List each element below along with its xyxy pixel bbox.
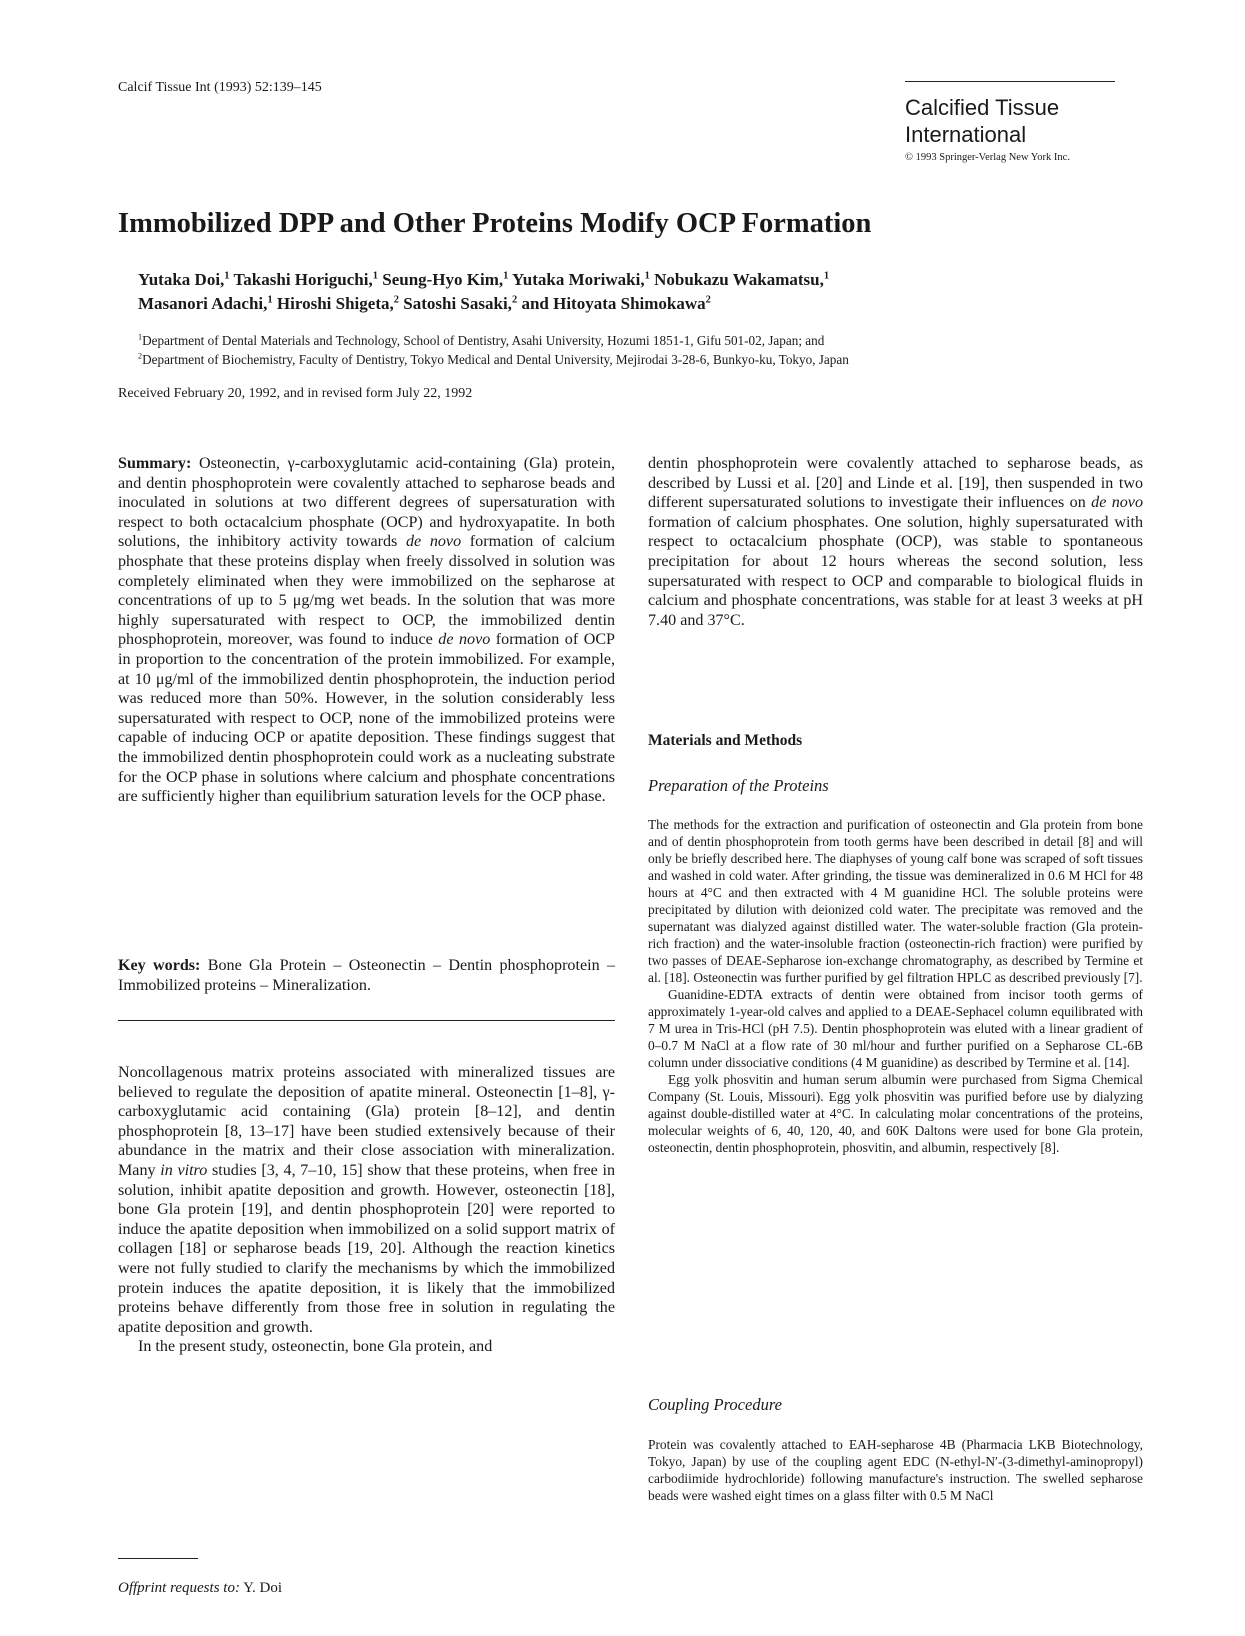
- author-affil-mark: 1: [267, 294, 273, 306]
- journal-title: [905, 94, 1059, 148]
- prep-paragraph-3: Egg yolk phosvitin and human serum albumin were purchased from Sigma Chemical Company (St. Louis, Missouri). Egg yolk phosvitin was purified before use by dialyzing against double-distilled water at 4°C. In calculating molar concentrations of the proteins, molecular weights of 6, 40, 120, 40, and 60K Daltons were used for bone Gla protein, osteonectin, dentin phosphoprotein, phosvitin, and albumin, respectively [8].: [648, 1072, 1143, 1155]
- summary-paragraph: Summary: Osteonectin, γ-carboxyglutamic acid-containing (Gla) protein, and dentin phosphoprotein were covalently attached to sepharose beads and inoculated in solutions at two different degrees of supersaturation with respect to both octacalcium phosphate (OCP) and hydroxyapatite. In both solutions, the inhibitory activity towards de novo formation of calcium phosphate that these proteins display when freely dissolved in solution was completely eliminated when they were immobilized on the sepharose at concentrations of up to 5 μg/mg wet beads. In the solution that was more highly supersaturated with respect to OCP, the immobilized dentin phosphoprotein, moreover, was found to induce de novo formation of OCP in proportion to the concentration of the protein immobilized. For example, at 10 μg/ml of the immobilized dentin phosphoprotein, the induction period was reduced more than 50%. However, in the solution considerably less supersaturated with respect to OCP, none of the immobilized proteins were capable of inducing OCP or apatite deposition. These findings suggest that the immobilized dentin phosphoprotein could work as a nucleating substrate for the OCP phase in solutions where calcium and phosphate concentrations are sufficiently higher than equilibrium saturation levels for the OCP phase.: [118, 455, 616, 806]
- article-title: Immobilized DPP and Other Proteins Modify OCP Formation: [118, 208, 872, 239]
- keywords-paragraph: Key words: Bone Gla Protein – Osteonectin – Dentin phosphoprotein – Immobilized proteins – Mineralization.: [118, 957, 615, 994]
- author-name: Yutaka Doi,: [138, 270, 225, 289]
- prep-paragraph-2: Guanidine-EDTA extracts of dentin were obtained from incisor tooth germs of approximately 1-year-old calves and applied to a DEAE-Sephacel column equilibrated with 7 M urea in Tris-HCl (pH 7.5). Dentin phosphoprotein was eluted with a linear gradient of 0–0.7 M NaCl at a flow rate of 30 ml/hour and further purified on a Sepharose CL-6B column under dissociative conditions (4 M guanidine) as described by Termine et al. [14].: [648, 987, 1143, 1070]
- intro-paragraph-1: Noncollagenous matrix proteins associated with mineralized tissues are believed to regulate the deposition of apatite mineral. Osteonectin [1–8], γ-carboxyglutamic acid containing (Gla) protein [8–12], and dentin phosphoprotein [8, 13–17] have been studied extensively because of their abundance in the matrix and their close association with mineralization. Many in vitro studies [3, 4, 7–10, 15] show that these proteins, when free in solution, inhibit apatite deposition and growth. However, osteonectin [18], bone Gla protein [19], and dentin phosphoprotein [20] were reported to induce the apatite deposition when immobilized on a solid support matrix of collagen [18] or sepharose beads [19, 20]. Although the reaction kinetics were not fully studied to clarify the mechanisms by which the immobilized protein induces the apatite deposition, it is likely that the immobilized proteins behave differently from those free in solution in regulating the apatite deposition and growth.: [118, 1064, 615, 1336]
- author-name: Takashi Horiguchi,: [233, 270, 373, 289]
- author-affil-mark: 2: [393, 294, 400, 306]
- keywords-label: Key words:: [118, 957, 201, 974]
- summary-label: Summary:: [118, 455, 192, 472]
- author-name: Satoshi Sasaki,: [403, 294, 512, 313]
- author-list: [138, 268, 1118, 316]
- affiliation-2: $^2$Department of Biochemistry, Faculty of Dentistry, Tokyo Medical and Dental University, Mejirodai 3-28-6, Bunkyo-ku, Tokyo, Japan: [138, 351, 849, 367]
- affiliations: [138, 331, 1128, 369]
- author-affil-mark: 2: [511, 294, 518, 306]
- intro-paragraph-2-continued: dentin phosphoprotein were covalently attached to sepharose beads, as described by Lussi et al. [20] and Linde et al. [19], then suspended in two different supersaturated solutions to investigate their influences on de novo formation of calcium phosphates. One solution, highly supersaturated with respect to octacalcium phosphate (OCP), was stable to spontaneous precipitation for about 12 hours whereas the second solution, less supersaturated with respect to OCP and comparable to biological fluids in calcium and phosphate concentrations, was stable for at least 3 weeks at pH 7.40 and 37°C.: [648, 455, 1143, 629]
- intro-paragraph-2: In the present study, osteonectin, bone Gla protein, and: [138, 1338, 493, 1356]
- methods-heading: Materials and Methods: [648, 732, 803, 749]
- author-name: Seung-Hyo Kim,: [382, 270, 504, 289]
- journal-title-line1: Calcified Tissue: [905, 95, 1060, 120]
- coupling-text: Protein was covalently attached to EAH-sepharose 4B (Pharmacia LKB Biotechnology, Tokyo, Japan) by use of the coupling agent EDC (N-ethyl-N′-(3-dimethyl-aminopropyl) carbodiimide hydrochloride) following manufacture's instruction. The swelled sepharose beads were washed eight times on a glass filter with 0.5 M NaCl: [648, 1437, 1143, 1503]
- author-name: Masanori Adachi,: [138, 294, 268, 313]
- journal-title-line2: International: [905, 122, 1027, 147]
- footnote-rule: [118, 1558, 198, 1559]
- section-divider: [118, 1020, 615, 1021]
- introduction-text: [118, 1063, 615, 1357]
- author-name: and Hitoyata Shimokawa: [521, 294, 706, 313]
- subsection-heading-preparation: Preparation of the Proteins: [648, 776, 829, 795]
- preparation-text: [648, 816, 1143, 1156]
- author-name: Hiroshi Shigeta,: [276, 294, 394, 313]
- subsection-heading-coupling: Coupling Procedure: [648, 1395, 782, 1414]
- author-affil-mark: 2: [705, 294, 711, 306]
- received-dates: Received February 20, 1992, and in revised form July 22, 1992: [118, 386, 473, 401]
- offprint-footnote: Offprint requests to: Y. Doi: [118, 1580, 283, 1596]
- journal-citation: Calcif Tissue Int (1993) 52:139–145: [118, 80, 322, 95]
- prep-paragraph-1: The methods for the extraction and purification of osteonectin and Gla protein from bone and of dentin phosphoprotein from tooth germs have been described in detail [8] and will only be briefly described here. The diaphyses of young calf bone was scraped of soft tissues and washed in cold water. After grinding, the tissue was demineralized in 0.6 M HCl for 48 hours at 4°C and then extracted with 4 M guanidine HCl. The soluble proteins were precipitated by dilution with deionized cold water. The precipitate was removed and the supernatant was dialyzed against distilled water. The water-soluble fraction (Gla protein-rich fraction) and the water-insoluble fraction (osteonectin-rich fraction) were purified by two passes of DEAE-Sepharose ion-exchange chromatography, as described by Termine et al. [18]. Osteonectin was further purified by gel filtration HPLC as described previously [7].: [648, 817, 1143, 985]
- copyright-notice: © 1993 Springer-Verlag New York Inc.: [905, 152, 1070, 163]
- author-affil-mark: 1: [224, 270, 230, 282]
- affiliation-1: $^1$Department of Dental Materials and Technology, School of Dentistry, Asahi University, Hozumi 1851-1, Gifu 501-02, Japan; and: [138, 332, 825, 348]
- author-name: Nobukazu Wakamatsu,: [654, 270, 824, 289]
- author-affil-mark: 1: [503, 270, 509, 282]
- journal-header-rule: [905, 81, 1115, 82]
- author-affil-mark: 1: [372, 270, 378, 282]
- author-affil-mark: 1: [823, 270, 830, 282]
- author-name: Yutaka Moriwaki,: [512, 270, 645, 289]
- author-affil-mark: 1: [644, 270, 650, 282]
- offprint-label: Offprint requests to:: [118, 1580, 240, 1596]
